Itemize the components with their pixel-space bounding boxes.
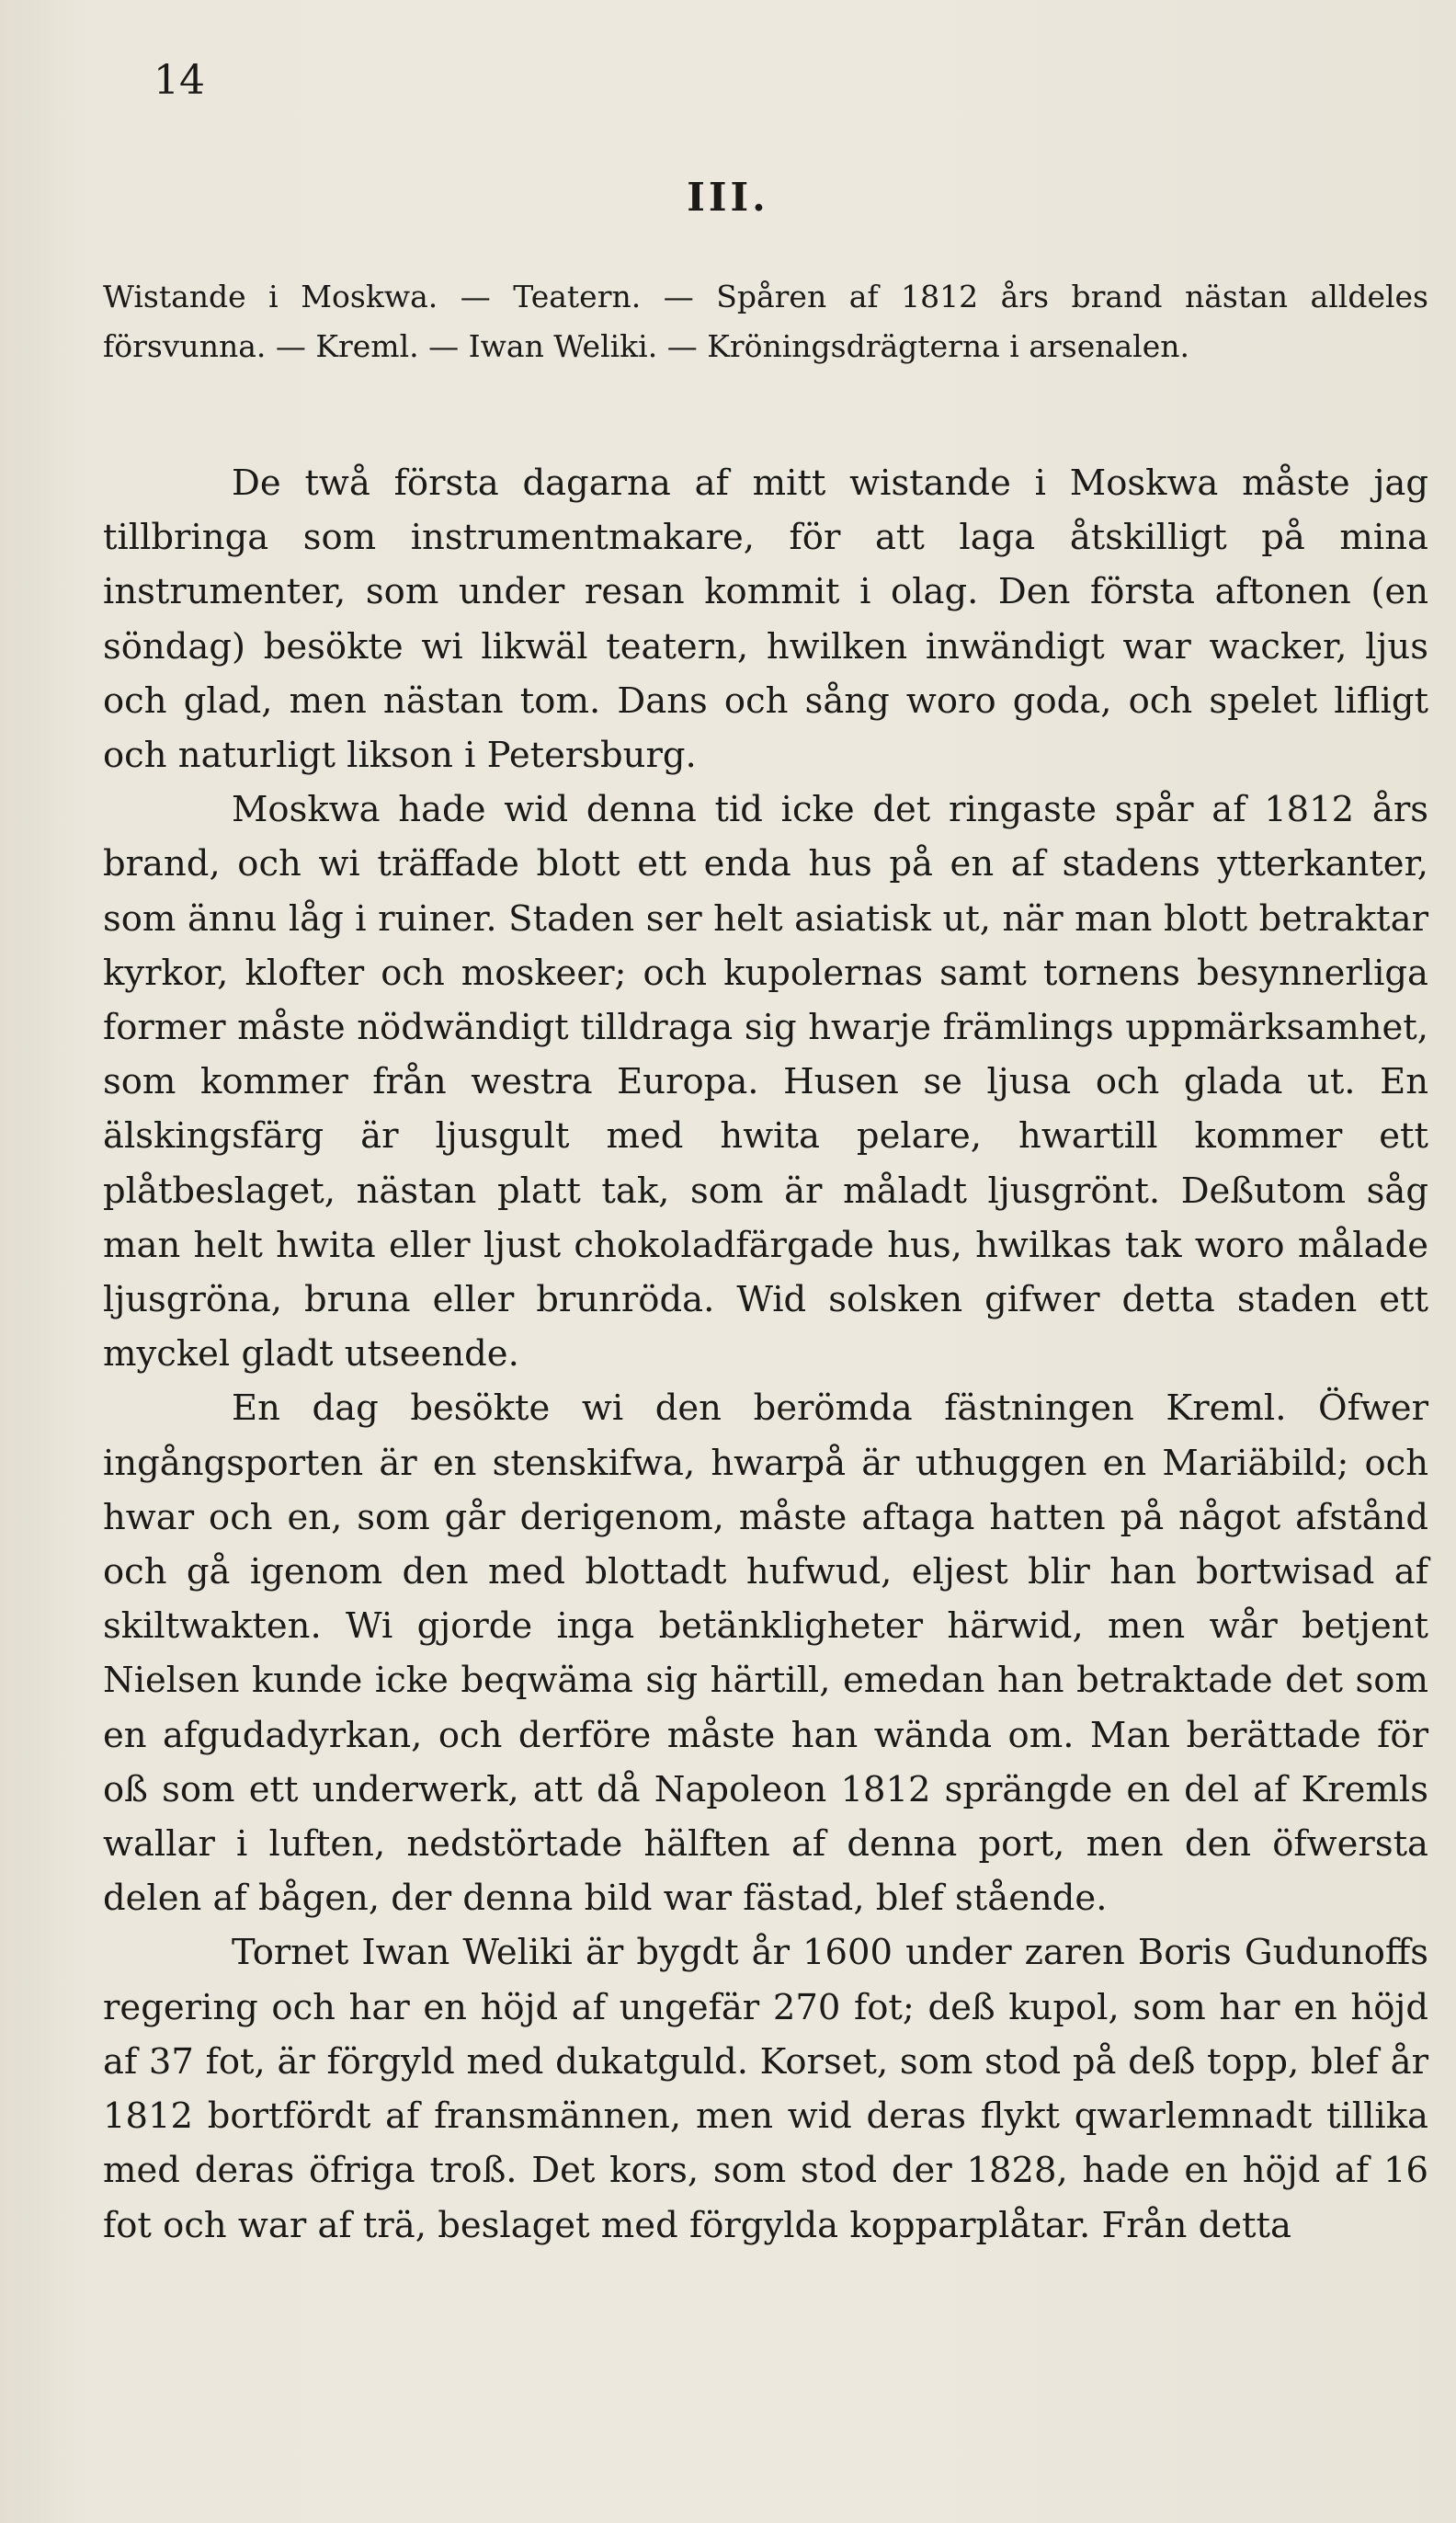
chapter-heading: III. (687, 175, 769, 220)
paragraph: Moskwa hade wid denna tid icke det ringaste spår af 1812 års brand, och wi träffade blott ett enda hus på en af stadens ytterkanter, som ännu låg i ruiner. Staden ser helt asiatisk ut, när man blott betraktar kyrkor, klofter och moskeer; och kupolernas samt tornens besynnerliga former måste nödwändigt tilldraga sig hwarje främlings uppmärksamhet, som kommer från westra Europa. Husen se ljusa och glada ut. En älskingsfärg är ljusgult med hwita pelare, hwartill kommer ett plåtbeslaget, nästan platt tak, som är måladt ljusgrönt. Deßutom såg man helt hwita eller ljust chokoladfärgade hus, hwilkas tak woro målade ljusgröna, bruna eller brunröda. Wid solsken gifwer detta staden ett myckel gladt utseende. (103, 789, 1428, 1376)
chapter-summary: Wistande i Moskwa. — Teatern. — Spåren af 1812 års brand nästan alldeles försvunna. — Kreml. — Iwan Weliki. — Kröningsdrägterna i arsenalen. (103, 279, 1428, 364)
paragraph: De twå första dagarna af mitt wistande i Moskwa måste jag tillbringa som instrumentmakare, för att laga åtskilligt på mina instrumenter, som under resan kommit i olag. Den första aftonen (en söndag) besökte wi likwäl teatern, hwilken inwändigt war wacker, ljus och glad, men nästan tom. Dans och sång woro goda, och spelet lifligt och naturligt likson i Petersburg. (103, 462, 1428, 777)
paragraph: Tornet Iwan Weliki är bygdt år 1600 under zaren Boris Gudunoffs regering och har en höjd af ungefär 270 fot; deß kupol, som har en höjd af 37 fot, är förgyld med dukatguld. Korset, som stod på deß topp, blef år 1812 bortfördt af fransmännen, men wid deras flykt qwarlemnadt tillika med deras öfriga troß. Det kors, som stod der 1828, hade en höjd af 16 fot och war af trä, beslaget med förgylda kopparplåtar. Från detta (103, 1932, 1428, 2246)
body-text (103, 456, 1428, 2253)
page-number: 14 (154, 57, 205, 104)
paragraph: En dag besökte wi den berömda fästningen Kreml. Öfwer ingångsporten är en stenskifwa, hwarpå är uthuggen en Mariäbild; och hwar och en, som går derigenom, måste aftaga hatten på något afstånd och gå igenom den med blottadt hufwud, eljest blir han bortwisad af skiltwakten. Wi gjorde inga betänkligheter härwid, men wår betjent Nielsen kunde icke beqwäma sig härtill, emedan han betraktade det som en afgudadyrkan, och derföre måste han wända om. Man berättade för oß som ett underwerk, att då Napoleon 1812 sprängde en del af Kremls wallar i luften, nedstörtade hälften af denna port, men den öfwersta delen af bågen, der denna bild war fästad, blef stående. (103, 1387, 1428, 1920)
